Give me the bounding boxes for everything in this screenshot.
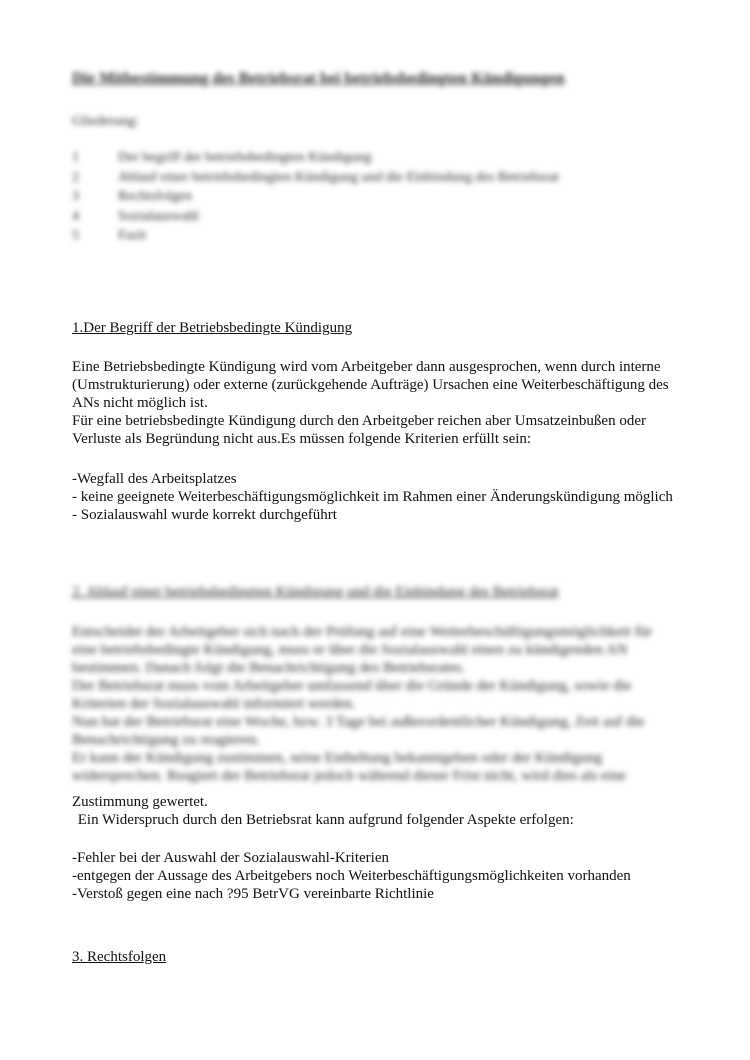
paragraph-line: Für eine betriebsbedingte Kündigung durch den Arbeitgeber reichen aber Umsatzeinbußen oder	[72, 413, 646, 429]
toc-item	[72, 226, 559, 246]
paragraph-line: ANs nicht möglich ist.	[72, 395, 208, 411]
toc-item-number: 4	[72, 208, 79, 224]
toc-item-label: Der begriff der betriebsbedingten Kündigung	[118, 150, 372, 165]
toc-item-label: Fazit	[118, 228, 146, 243]
criteria-list	[72, 470, 692, 524]
toc-item	[72, 168, 559, 188]
paragraph-line: Der Betriebsrat muss vom Arbeitgeber umfassend über die Gründe der Kündigung, sowie die	[72, 678, 632, 694]
paragraph-line: Eine Betriebsbedingte Kündigung wird vom Arbeitgeber dann ausgesprochen, wenn durch interne	[72, 359, 661, 375]
toc-item-label: Sozialauswahl	[118, 208, 199, 224]
paragraph-line: Entscheidet der Arbeitgeber sich nach der Prüfung auf eine Weiterbeschäftigungsmöglichkeit für	[72, 624, 652, 640]
section-2-body	[72, 793, 692, 829]
paragraph-line: eine betriebsbedingte Kündigung, muss er über die Sozialauswahl einen zu kündigenden AN	[72, 642, 628, 658]
paragraph-line: (Umstrukturierung) oder externe (zurückgehende Aufträge) Ursachen eine Weiterbeschäftigung des	[72, 377, 669, 393]
toc-item-number: 1	[72, 150, 79, 165]
table-of-contents	[72, 148, 559, 246]
paragraph-line: Verluste als Begründung nicht aus.Es müssen folgende Kriterien erfüllt sein:	[72, 431, 532, 447]
toc-item-number: 3	[72, 189, 79, 204]
toc-item-label: Rechtsfolgen	[118, 189, 192, 204]
list-item: - keine geeignete Weiterbeschäftigungsmöglichkeit im Rahmen einer Änderungskündigung möglich	[72, 489, 673, 505]
paragraph-line: Kriterien der Sozialauswahl informiert werden.	[72, 696, 356, 712]
toc-item	[72, 187, 559, 207]
paragraph-line: widersprechen. Reagiert der Betriebsrat jedoch während dieser Frist nicht, wird dies als eine	[72, 768, 626, 784]
paragraph-line: bestimmen. Danach folgt die Benachrichtigung des Betriebsrates.	[72, 660, 466, 676]
toc-heading: Gliederung:	[72, 114, 139, 129]
paragraph-line: Nun hat der Betriebsrat eine Woche, bzw. 3 Tage bei außerordentlicher Kündigung, Zeit auf die	[72, 714, 645, 730]
toc-item-label: Ablauf einer betriebsbedingten Kündigung und die Einbindung des Betriebsrat	[118, 169, 559, 185]
paragraph-line: Er kann der Kündigung zustimmen, seine Entheltung bekanntgeben oder der Kündigung	[72, 750, 603, 766]
list-item: -entgegen der Aussage des Arbeitgebers noch Weiterbeschäftigungsmöglichkeiten vorhanden	[72, 868, 631, 884]
toc-item-number: 2	[72, 169, 79, 185]
section-2-blurred-body	[72, 623, 692, 785]
section-1-body	[72, 358, 692, 448]
objection-aspects-list	[72, 849, 692, 903]
list-item: - Sozialauswahl wurde korrekt durchgeführt	[72, 507, 337, 523]
toc-item	[72, 148, 559, 168]
paragraph-line: Zustimmung gewertet.	[72, 794, 208, 810]
toc-item	[72, 207, 559, 227]
section-3-title: 3. Rechtsfolgen	[72, 949, 167, 965]
paragraph-line: Ein Widerspruch durch den Betriebsrat kann aufgrund folgender Aspekte erfolgen:	[74, 812, 574, 828]
paragraph-line: Benachrichtigung zu reagieren.	[72, 732, 260, 748]
section-2-title: 2. Ablauf einer betriebsbedingten Kündigung und die Einbindung des Betriebsrat	[72, 584, 559, 600]
list-item: -Wegfall des Arbeitsplatzes	[72, 471, 237, 487]
document-title: Die Mitbestimmung des Betriebsrat bei betriebsbedingten Kündigungen	[72, 70, 565, 87]
section-1-title: 1.Der Begriff der Betriebsbedingte Kündigung	[72, 320, 353, 336]
toc-item-number: 5	[72, 228, 79, 243]
list-item: -Verstoß gegen eine nach ?95 BetrVG vereinbarte Richtlinie	[72, 886, 434, 902]
list-item: -Fehler bei der Auswahl der Sozialauswahl-Kriterien	[72, 850, 389, 866]
